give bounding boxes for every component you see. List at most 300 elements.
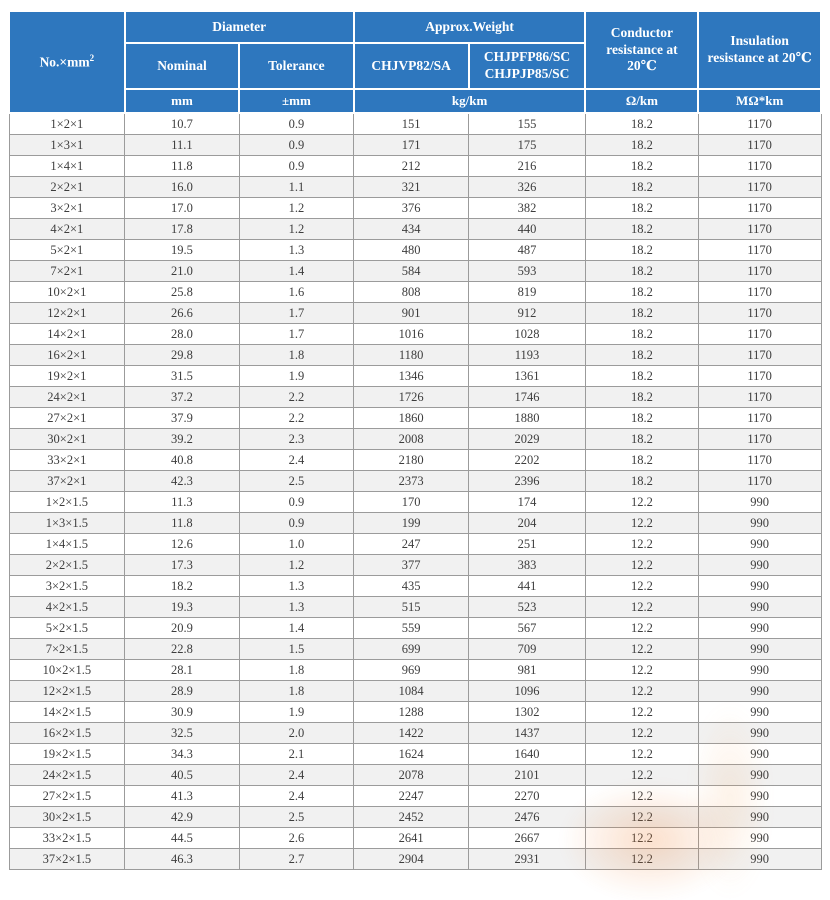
- cell-conductor-resistance: 18.2: [585, 219, 698, 240]
- cell-size: 1×4×1: [9, 156, 125, 177]
- cell-weight-chjpfp86: 709: [469, 639, 586, 660]
- cell-diameter-tolerance: 1.2: [239, 555, 353, 576]
- cell-diameter-tolerance: 1.4: [239, 261, 353, 282]
- cell-weight-chjpfp86: 593: [469, 261, 586, 282]
- cell-diameter-nominal: 17.8: [125, 219, 239, 240]
- cell-weight-chjvp82: 2078: [354, 765, 469, 786]
- cell-diameter-tolerance: 1.7: [239, 303, 353, 324]
- cell-weight-chjvp82: 170: [354, 492, 469, 513]
- cell-conductor-resistance: 12.2: [585, 849, 698, 870]
- cell-size: 1×3×1: [9, 135, 125, 156]
- cell-insulation-resistance: 990: [698, 639, 821, 660]
- cell-conductor-resistance: 18.2: [585, 156, 698, 177]
- cell-conductor-resistance: 18.2: [585, 240, 698, 261]
- cell-weight-chjpfp86: 1193: [469, 345, 586, 366]
- cell-diameter-nominal: 30.9: [125, 702, 239, 723]
- cell-diameter-tolerance: 1.3: [239, 576, 353, 597]
- cell-conductor-resistance: 18.2: [585, 429, 698, 450]
- cell-diameter-tolerance: 2.0: [239, 723, 353, 744]
- cell-insulation-resistance: 1170: [698, 324, 821, 345]
- cell-conductor-resistance: 18.2: [585, 303, 698, 324]
- cell-insulation-resistance: 990: [698, 555, 821, 576]
- cell-diameter-nominal: 25.8: [125, 282, 239, 303]
- cell-diameter-tolerance: 1.5: [239, 639, 353, 660]
- cell-size: 10×2×1.5: [9, 660, 125, 681]
- cell-conductor-resistance: 12.2: [585, 660, 698, 681]
- cell-weight-chjvp82: 435: [354, 576, 469, 597]
- cell-size: 10×2×1: [9, 282, 125, 303]
- cell-conductor-resistance: 18.2: [585, 177, 698, 198]
- cell-diameter-tolerance: 1.6: [239, 282, 353, 303]
- cell-weight-chjpfp86: 912: [469, 303, 586, 324]
- table-row: [9, 156, 821, 177]
- cell-diameter-nominal: 44.5: [125, 828, 239, 849]
- cell-weight-chjvp82: 1860: [354, 408, 469, 429]
- cell-size: 12×2×1.5: [9, 681, 125, 702]
- cell-diameter-nominal: 11.8: [125, 156, 239, 177]
- cell-weight-chjvp82: 808: [354, 282, 469, 303]
- cell-diameter-nominal: 37.9: [125, 408, 239, 429]
- cell-insulation-resistance: 990: [698, 807, 821, 828]
- cell-diameter-nominal: 26.6: [125, 303, 239, 324]
- cell-insulation-resistance: 1170: [698, 156, 821, 177]
- cell-insulation-resistance: 1170: [698, 261, 821, 282]
- cell-weight-chjvp82: 2641: [354, 828, 469, 849]
- table-row: [9, 576, 821, 597]
- cell-insulation-resistance: 1170: [698, 345, 821, 366]
- cell-weight-chjpfp86: 155: [469, 113, 586, 135]
- cell-weight-chjvp82: 1422: [354, 723, 469, 744]
- header-conductor-resistance: Conductor resistance at 20℃: [585, 11, 698, 89]
- cell-diameter-tolerance: 2.4: [239, 765, 353, 786]
- cell-weight-chjvp82: 199: [354, 513, 469, 534]
- cell-conductor-resistance: 18.2: [585, 387, 698, 408]
- cell-diameter-tolerance: 2.2: [239, 408, 353, 429]
- cell-size: 33×2×1: [9, 450, 125, 471]
- cell-insulation-resistance: 1170: [698, 303, 821, 324]
- cell-size: 5×2×1: [9, 240, 125, 261]
- table-header: [9, 11, 821, 113]
- table-body: [9, 113, 821, 870]
- cell-insulation-resistance: 990: [698, 660, 821, 681]
- cell-size: 7×2×1: [9, 261, 125, 282]
- header-size-label: No.×mm: [39, 54, 90, 70]
- cell-weight-chjpfp86: 326: [469, 177, 586, 198]
- cell-insulation-resistance: 1170: [698, 198, 821, 219]
- cell-diameter-nominal: 22.8: [125, 639, 239, 660]
- table-row: [9, 387, 821, 408]
- table-row: [9, 807, 821, 828]
- cell-diameter-nominal: 11.8: [125, 513, 239, 534]
- cell-diameter-nominal: 20.9: [125, 618, 239, 639]
- cell-size: 37×2×1.5: [9, 849, 125, 870]
- cell-weight-chjvp82: 171: [354, 135, 469, 156]
- cell-weight-chjvp82: 1084: [354, 681, 469, 702]
- cell-conductor-resistance: 18.2: [585, 366, 698, 387]
- cell-conductor-resistance: 18.2: [585, 345, 698, 366]
- cell-weight-chjvp82: 321: [354, 177, 469, 198]
- cell-conductor-resistance: 12.2: [585, 702, 698, 723]
- table-row: [9, 513, 821, 534]
- cell-diameter-tolerance: 1.3: [239, 597, 353, 618]
- table-row: [9, 534, 821, 555]
- cell-diameter-tolerance: 1.9: [239, 366, 353, 387]
- cell-diameter-tolerance: 1.9: [239, 702, 353, 723]
- cell-weight-chjpfp86: 2396: [469, 471, 586, 492]
- cell-insulation-resistance: 990: [698, 576, 821, 597]
- cell-conductor-resistance: 12.2: [585, 828, 698, 849]
- cell-conductor-resistance: 18.2: [585, 408, 698, 429]
- table-row: [9, 723, 821, 744]
- cell-weight-chjvp82: 559: [354, 618, 469, 639]
- cell-size: 3×2×1: [9, 198, 125, 219]
- cell-weight-chjpfp86: 1746: [469, 387, 586, 408]
- cell-diameter-nominal: 39.2: [125, 429, 239, 450]
- cell-weight-chjvp82: 1624: [354, 744, 469, 765]
- cell-weight-chjpfp86: 523: [469, 597, 586, 618]
- cell-size: 1×3×1.5: [9, 513, 125, 534]
- cell-diameter-nominal: 28.1: [125, 660, 239, 681]
- cell-weight-chjvp82: 247: [354, 534, 469, 555]
- cell-size: 24×2×1.5: [9, 765, 125, 786]
- cell-weight-chjvp82: 2180: [354, 450, 469, 471]
- cell-size: 4×2×1.5: [9, 597, 125, 618]
- cell-weight-chjvp82: 2247: [354, 786, 469, 807]
- cell-insulation-resistance: 990: [698, 597, 821, 618]
- cell-diameter-nominal: 19.5: [125, 240, 239, 261]
- table-row: [9, 345, 821, 366]
- cell-size: 1×2×1.5: [9, 492, 125, 513]
- cell-weight-chjpfp86: 175: [469, 135, 586, 156]
- unit-conductor: Ω/km: [585, 89, 698, 113]
- cell-diameter-tolerance: 1.0: [239, 534, 353, 555]
- table-row: [9, 408, 821, 429]
- cell-insulation-resistance: 1170: [698, 177, 821, 198]
- header-weight-group: Approx.Weight: [354, 11, 586, 43]
- cell-insulation-resistance: 990: [698, 765, 821, 786]
- cell-diameter-tolerance: 1.2: [239, 198, 353, 219]
- cell-size: 14×2×1: [9, 324, 125, 345]
- cell-weight-chjvp82: 2452: [354, 807, 469, 828]
- cell-weight-chjvp82: 969: [354, 660, 469, 681]
- cell-conductor-resistance: 18.2: [585, 198, 698, 219]
- cell-diameter-nominal: 29.8: [125, 345, 239, 366]
- cell-weight-chjpfp86: 1640: [469, 744, 586, 765]
- cell-weight-chjpfp86: 204: [469, 513, 586, 534]
- header-weight-type-2: CHJPFP86/SC CHJPJP85/SC: [469, 43, 586, 89]
- cell-weight-chjvp82: 1180: [354, 345, 469, 366]
- cell-weight-chjvp82: 584: [354, 261, 469, 282]
- cell-weight-chjpfp86: 1437: [469, 723, 586, 744]
- cell-weight-chjpfp86: 1028: [469, 324, 586, 345]
- cell-diameter-nominal: 19.3: [125, 597, 239, 618]
- cell-weight-chjpfp86: 2029: [469, 429, 586, 450]
- cell-weight-chjvp82: 515: [354, 597, 469, 618]
- cell-insulation-resistance: 990: [698, 828, 821, 849]
- header-insulation-resistance: Insulation resistance at 20℃: [698, 11, 821, 89]
- cell-insulation-resistance: 990: [698, 534, 821, 555]
- table-row: [9, 492, 821, 513]
- cell-weight-chjvp82: 1346: [354, 366, 469, 387]
- cell-size: 7×2×1.5: [9, 639, 125, 660]
- cell-conductor-resistance: 18.2: [585, 471, 698, 492]
- cell-weight-chjpfp86: 487: [469, 240, 586, 261]
- header-row-groups: [9, 11, 821, 43]
- table-row: [9, 618, 821, 639]
- cell-diameter-tolerance: 1.2: [239, 219, 353, 240]
- table-row: [9, 429, 821, 450]
- header-diameter-group: Diameter: [125, 11, 354, 43]
- cell-insulation-resistance: 990: [698, 618, 821, 639]
- cell-insulation-resistance: 990: [698, 849, 821, 870]
- cell-weight-chjpfp86: 383: [469, 555, 586, 576]
- cell-conductor-resistance: 18.2: [585, 261, 698, 282]
- table-row: [9, 849, 821, 870]
- cell-weight-chjpfp86: 1096: [469, 681, 586, 702]
- cell-weight-chjvp82: 376: [354, 198, 469, 219]
- unit-nominal: mm: [125, 89, 239, 113]
- cell-weight-chjpfp86: 2101: [469, 765, 586, 786]
- cell-size: 24×2×1: [9, 387, 125, 408]
- cell-weight-chjpfp86: 1361: [469, 366, 586, 387]
- cell-diameter-tolerance: 1.8: [239, 681, 353, 702]
- cell-diameter-tolerance: 0.9: [239, 492, 353, 513]
- table-row: [9, 324, 821, 345]
- table-row: [9, 177, 821, 198]
- cell-conductor-resistance: 12.2: [585, 513, 698, 534]
- cell-diameter-nominal: 10.7: [125, 113, 239, 135]
- cell-insulation-resistance: 990: [698, 513, 821, 534]
- cell-insulation-resistance: 1170: [698, 471, 821, 492]
- table-row: [9, 744, 821, 765]
- cell-diameter-nominal: 28.0: [125, 324, 239, 345]
- cell-diameter-tolerance: 1.1: [239, 177, 353, 198]
- cell-weight-chjvp82: 151: [354, 113, 469, 135]
- table-row: [9, 828, 821, 849]
- cell-diameter-nominal: 28.9: [125, 681, 239, 702]
- cell-diameter-tolerance: 1.7: [239, 324, 353, 345]
- cell-diameter-nominal: 17.3: [125, 555, 239, 576]
- cell-weight-chjvp82: 1726: [354, 387, 469, 408]
- unit-insulation: MΩ*km: [698, 89, 821, 113]
- cell-insulation-resistance: 1170: [698, 450, 821, 471]
- cell-size: 5×2×1.5: [9, 618, 125, 639]
- cell-conductor-resistance: 12.2: [585, 534, 698, 555]
- cell-insulation-resistance: 1170: [698, 135, 821, 156]
- cell-size: 1×4×1.5: [9, 534, 125, 555]
- table-row: [9, 219, 821, 240]
- cell-insulation-resistance: 990: [698, 681, 821, 702]
- cell-diameter-tolerance: 1.4: [239, 618, 353, 639]
- cell-diameter-nominal: 31.5: [125, 366, 239, 387]
- cell-weight-chjpfp86: 251: [469, 534, 586, 555]
- cell-conductor-resistance: 18.2: [585, 135, 698, 156]
- cell-diameter-nominal: 42.9: [125, 807, 239, 828]
- table-row: [9, 471, 821, 492]
- cell-diameter-nominal: 46.3: [125, 849, 239, 870]
- table-row: [9, 765, 821, 786]
- cell-size: 19×2×1.5: [9, 744, 125, 765]
- cell-conductor-resistance: 12.2: [585, 765, 698, 786]
- cell-conductor-resistance: 12.2: [585, 618, 698, 639]
- cell-diameter-tolerance: 1.8: [239, 345, 353, 366]
- cell-conductor-resistance: 12.2: [585, 576, 698, 597]
- header-tolerance: Tolerance: [239, 43, 353, 89]
- unit-tolerance: ±mm: [239, 89, 353, 113]
- cell-conductor-resistance: 18.2: [585, 324, 698, 345]
- cell-diameter-nominal: 40.5: [125, 765, 239, 786]
- cell-diameter-tolerance: 1.8: [239, 660, 353, 681]
- cell-weight-chjpfp86: 567: [469, 618, 586, 639]
- cell-diameter-nominal: 11.1: [125, 135, 239, 156]
- cell-diameter-nominal: 34.3: [125, 744, 239, 765]
- cell-diameter-tolerance: 0.9: [239, 113, 353, 135]
- cell-weight-chjvp82: 699: [354, 639, 469, 660]
- cell-conductor-resistance: 18.2: [585, 450, 698, 471]
- cell-diameter-tolerance: 2.3: [239, 429, 353, 450]
- table-row: [9, 198, 821, 219]
- cell-weight-chjvp82: 480: [354, 240, 469, 261]
- cell-diameter-nominal: 17.0: [125, 198, 239, 219]
- cell-diameter-tolerance: 2.5: [239, 471, 353, 492]
- cell-diameter-nominal: 32.5: [125, 723, 239, 744]
- unit-weight: kg/km: [354, 89, 586, 113]
- cell-weight-chjpfp86: 819: [469, 282, 586, 303]
- cell-diameter-nominal: 18.2: [125, 576, 239, 597]
- table-row: [9, 702, 821, 723]
- header-size: [9, 11, 125, 113]
- cell-weight-chjvp82: 1016: [354, 324, 469, 345]
- cell-conductor-resistance: 12.2: [585, 597, 698, 618]
- table-row: [9, 681, 821, 702]
- cell-insulation-resistance: 990: [698, 702, 821, 723]
- cell-weight-chjpfp86: 441: [469, 576, 586, 597]
- cell-diameter-nominal: 11.3: [125, 492, 239, 513]
- cell-conductor-resistance: 12.2: [585, 555, 698, 576]
- cell-size: 2×2×1.5: [9, 555, 125, 576]
- cell-insulation-resistance: 990: [698, 723, 821, 744]
- table-row: [9, 597, 821, 618]
- cell-conductor-resistance: 18.2: [585, 113, 698, 135]
- cell-weight-chjvp82: 2904: [354, 849, 469, 870]
- cell-diameter-tolerance: 0.9: [239, 135, 353, 156]
- cell-insulation-resistance: 1170: [698, 366, 821, 387]
- cell-conductor-resistance: 18.2: [585, 282, 698, 303]
- cell-diameter-tolerance: 2.7: [239, 849, 353, 870]
- cell-conductor-resistance: 12.2: [585, 492, 698, 513]
- cell-size: 16×2×1: [9, 345, 125, 366]
- cell-weight-chjpfp86: 2202: [469, 450, 586, 471]
- table-row: [9, 240, 821, 261]
- cell-weight-chjpfp86: 2270: [469, 786, 586, 807]
- cell-weight-chjpfp86: 1880: [469, 408, 586, 429]
- cell-weight-chjpfp86: 2667: [469, 828, 586, 849]
- cell-size: 16×2×1.5: [9, 723, 125, 744]
- cell-insulation-resistance: 1170: [698, 429, 821, 450]
- cell-weight-chjvp82: 2008: [354, 429, 469, 450]
- cell-diameter-nominal: 16.0: [125, 177, 239, 198]
- spec-table-container: [8, 10, 822, 870]
- cell-weight-chjpfp86: 216: [469, 156, 586, 177]
- header-weight-type-1: CHJVP82/SA: [354, 43, 469, 89]
- cell-size: 27×2×1: [9, 408, 125, 429]
- cell-diameter-nominal: 41.3: [125, 786, 239, 807]
- cell-diameter-tolerance: 0.9: [239, 513, 353, 534]
- cell-weight-chjvp82: 2373: [354, 471, 469, 492]
- header-size-sup: 2: [89, 52, 95, 63]
- cell-diameter-tolerance: 1.3: [239, 240, 353, 261]
- cell-diameter-tolerance: 2.4: [239, 450, 353, 471]
- cell-size: 19×2×1: [9, 366, 125, 387]
- cell-insulation-resistance: 1170: [698, 240, 821, 261]
- table-row: [9, 660, 821, 681]
- cell-insulation-resistance: 990: [698, 744, 821, 765]
- cell-insulation-resistance: 1170: [698, 387, 821, 408]
- cell-conductor-resistance: 12.2: [585, 786, 698, 807]
- cell-weight-chjpfp86: 1302: [469, 702, 586, 723]
- cell-size: 33×2×1.5: [9, 828, 125, 849]
- table-row: [9, 261, 821, 282]
- cell-insulation-resistance: 990: [698, 492, 821, 513]
- cell-weight-chjpfp86: 440: [469, 219, 586, 240]
- cell-diameter-tolerance: 2.2: [239, 387, 353, 408]
- cell-diameter-nominal: 12.6: [125, 534, 239, 555]
- cell-size: 30×2×1.5: [9, 807, 125, 828]
- cell-insulation-resistance: 1170: [698, 282, 821, 303]
- cell-size: 12×2×1: [9, 303, 125, 324]
- table-row: [9, 555, 821, 576]
- table-row: [9, 303, 821, 324]
- cable-spec-table: [8, 10, 822, 870]
- cell-weight-chjvp82: 1288: [354, 702, 469, 723]
- table-row: [9, 450, 821, 471]
- cell-weight-chjvp82: 377: [354, 555, 469, 576]
- cell-size: 3×2×1.5: [9, 576, 125, 597]
- table-row: [9, 113, 821, 135]
- cell-size: 30×2×1: [9, 429, 125, 450]
- table-row: [9, 639, 821, 660]
- cell-size: 14×2×1.5: [9, 702, 125, 723]
- cell-weight-chjpfp86: 2931: [469, 849, 586, 870]
- table-row: [9, 135, 821, 156]
- header-row-units: [9, 89, 821, 113]
- cell-conductor-resistance: 12.2: [585, 723, 698, 744]
- cell-weight-chjvp82: 901: [354, 303, 469, 324]
- cell-diameter-nominal: 21.0: [125, 261, 239, 282]
- table-row: [9, 366, 821, 387]
- cell-diameter-nominal: 40.8: [125, 450, 239, 471]
- cell-size: 1×2×1: [9, 113, 125, 135]
- cell-weight-chjvp82: 212: [354, 156, 469, 177]
- cell-diameter-tolerance: 2.1: [239, 744, 353, 765]
- cell-conductor-resistance: 12.2: [585, 744, 698, 765]
- cell-insulation-resistance: 990: [698, 786, 821, 807]
- cell-diameter-tolerance: 2.4: [239, 786, 353, 807]
- cell-weight-chjpfp86: 981: [469, 660, 586, 681]
- cell-insulation-resistance: 1170: [698, 219, 821, 240]
- table-row: [9, 282, 821, 303]
- cell-size: 4×2×1: [9, 219, 125, 240]
- cell-size: 2×2×1: [9, 177, 125, 198]
- cell-insulation-resistance: 1170: [698, 113, 821, 135]
- cell-diameter-nominal: 42.3: [125, 471, 239, 492]
- cell-conductor-resistance: 12.2: [585, 639, 698, 660]
- cell-diameter-tolerance: 2.6: [239, 828, 353, 849]
- cell-size: 37×2×1: [9, 471, 125, 492]
- cell-conductor-resistance: 12.2: [585, 807, 698, 828]
- table-row: [9, 786, 821, 807]
- cell-diameter-nominal: 37.2: [125, 387, 239, 408]
